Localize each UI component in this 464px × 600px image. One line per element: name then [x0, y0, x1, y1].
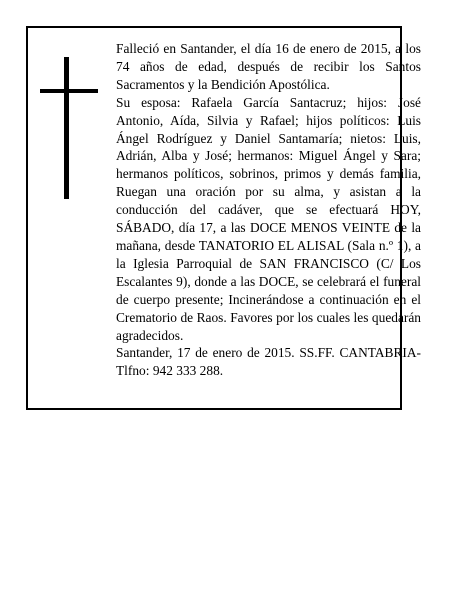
death-announcement: Falleció en Santander, el día 16 de enero de 2015, a los 74 años de edad, después de recibir los Santos Sacramentos y la Bendición Apostólica. [116, 41, 421, 92]
obituary-text [116, 40, 421, 380]
family-and-ceremony: Su esposa: Rafaela García Santacruz; hijos: José Antonio, Aída, Silvia y Rafael; hijos políticos: Luis Ángel Rodríguez y Daniel Santamaría; nietos: Luis, Adrián, Alba y José; hermanos: Miguel Ángel y Sara; hermanos políticos, sobrinos, primos y demás familia, Ruegan una oración por su alma, y asistan a la conducción del cadáver, que se efectuará HOY, SÁBADO, día 17, a las DOCE MENOS VEINTE de la mañana, desde TANATORIO EL ALISAL (Sala n.º 1), a la Iglesia Parroquial de SAN FRANCISCO (C/ Los Escalantes 9), donde a las DOCE, se celebrará el funeral de cuerpo presente; Incinerándose a continuación en el Crematorio de Raos. Favores por los cuales les quedarán agradecidos. [116, 94, 421, 343]
cross-icon [40, 57, 98, 199]
cross-vertical-bar [64, 57, 69, 199]
cross-horizontal-bar [40, 89, 98, 93]
notice-footer: Santander, 17 de enero de 2015. SS.FF. CANTABRIA-Tlfno: 942 333 288. [116, 345, 421, 379]
obituary-card [26, 26, 421, 410]
